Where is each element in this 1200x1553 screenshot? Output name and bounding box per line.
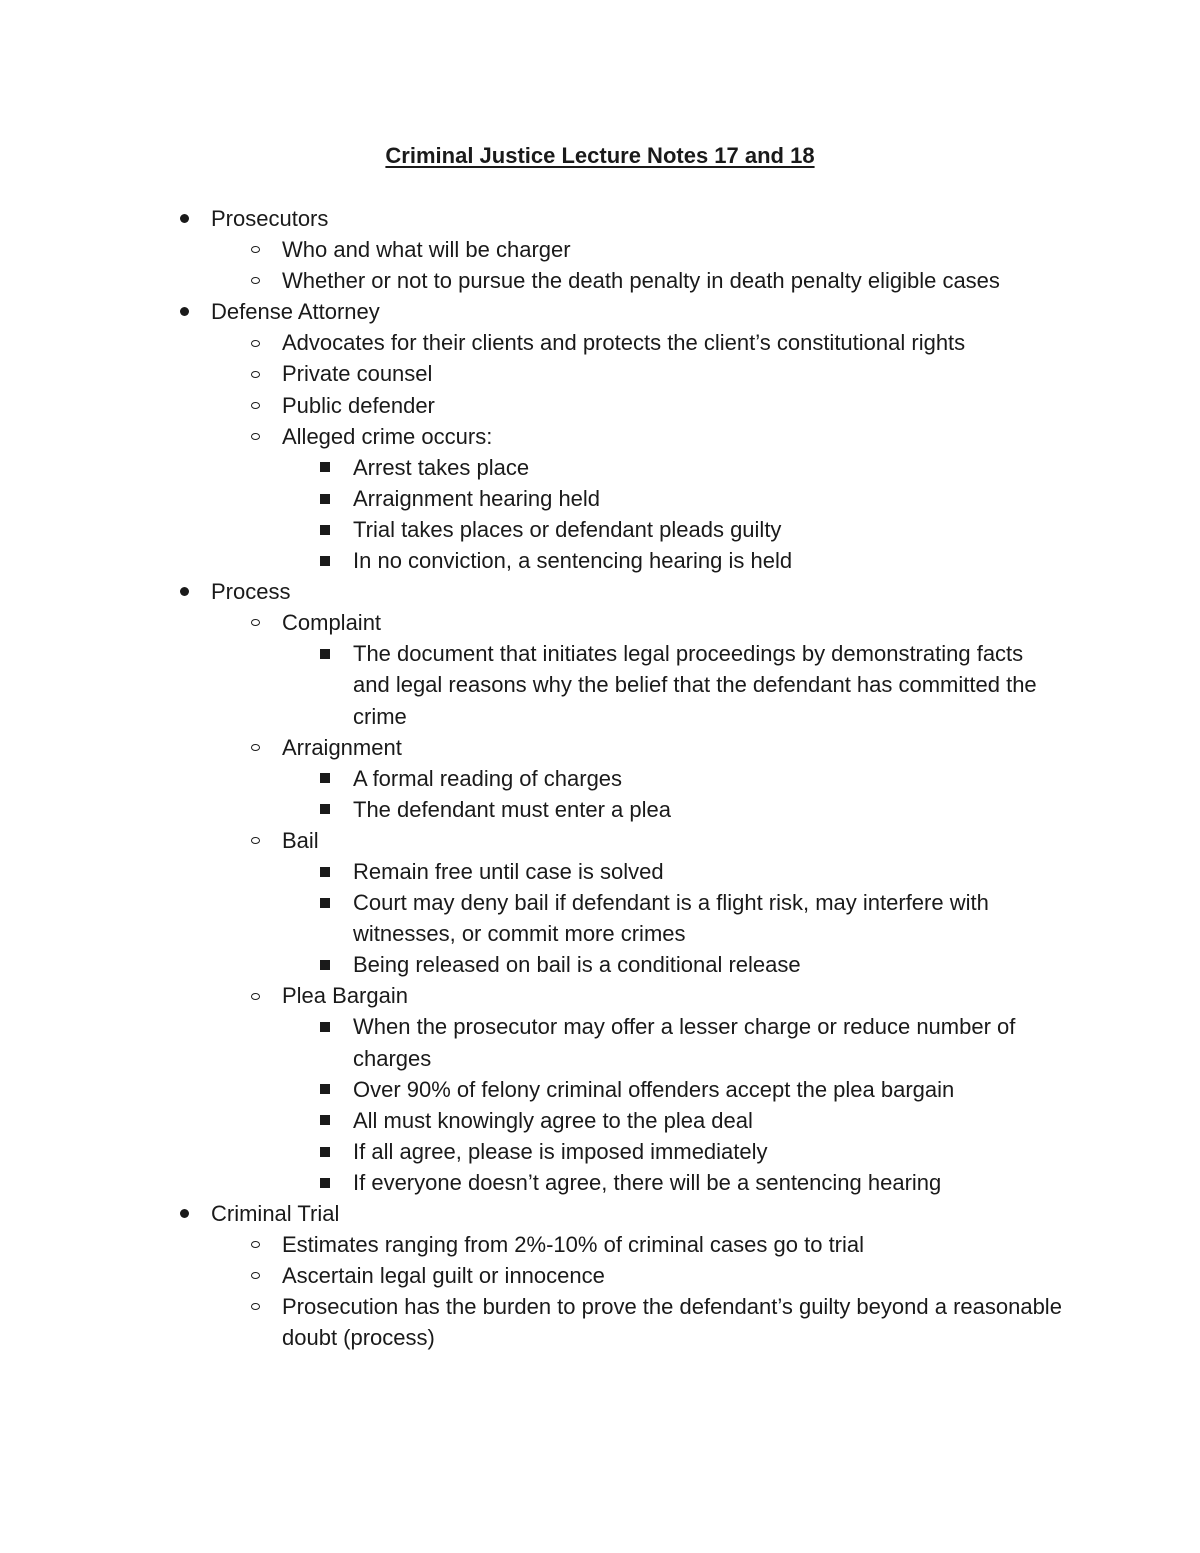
square-bullet-icon: [317, 1136, 333, 1167]
outline-subitem: [0, 390, 1062, 421]
filled-bullet-icon: [176, 576, 192, 607]
hollow-bullet-icon: [247, 390, 263, 421]
outline-section: [0, 576, 1171, 607]
outline-detail-text: Being released on bail is a conditional release: [353, 952, 801, 978]
outline-detail-text: All must knowingly agree to the plea deal: [353, 1107, 753, 1133]
outline-detail-text: Trial takes places or defendant pleads guilty: [353, 516, 782, 542]
outline-subitem: [0, 234, 1062, 265]
square-bullet-icon: [317, 794, 333, 825]
outline-subitem-text: Prosecution has the burden to prove the defendant’s guilty beyond a reasonable doubt (process): [282, 1294, 1062, 1351]
hollow-bullet-icon: [247, 825, 263, 856]
hollow-bullet-icon: [247, 732, 263, 763]
outline-subitem-text: Estimates ranging from 2%-10% of criminal cases go to trial: [282, 1232, 865, 1258]
outline-detail: [0, 1105, 1053, 1136]
hollow-bullet-icon: [247, 607, 263, 638]
filled-bullet-icon: [176, 1198, 192, 1229]
outline-subitem-text: Complaint: [282, 610, 382, 636]
outline-subitem-text: Plea Bargain: [282, 983, 408, 1009]
square-bullet-icon: [317, 638, 333, 669]
square-bullet-icon: [317, 1011, 333, 1042]
outline-subitem-text: Public defender: [282, 392, 435, 418]
outline-detail-text: A formal reading of charges: [353, 765, 623, 791]
outline-detail: [0, 452, 1053, 483]
filled-bullet-icon: [176, 296, 192, 327]
hollow-bullet-icon: [247, 358, 263, 389]
hollow-bullet-icon: [247, 1229, 263, 1260]
outline-detail: [0, 856, 1053, 887]
outline-detail: [0, 545, 1053, 576]
square-bullet-icon: [317, 1074, 333, 1105]
outline-detail: [0, 763, 1053, 794]
square-bullet-icon: [317, 483, 333, 514]
outline-detail: [0, 887, 1053, 949]
outline-subitem: [0, 825, 1062, 856]
outline-detail-text: If everyone doesn’t agree, there will be a sentencing hearing: [353, 1169, 942, 1195]
outline-subitem: [0, 1260, 1062, 1291]
outline-detail-text: Court may deny bail if defendant is a flight risk, may interfere with witnesses, or commit more crimes: [353, 890, 989, 947]
square-bullet-icon: [317, 763, 333, 794]
outline-section: [0, 1198, 1171, 1229]
outline-detail-text: The document that initiates legal proceedings by demonstrating facts and legal reasons why the belief that the defendant has committed the crime: [353, 641, 1037, 729]
outline-subitem: [0, 980, 1062, 1011]
hollow-bullet-icon: [247, 1291, 263, 1322]
outline-section-text: Process: [211, 579, 291, 605]
outline-section-text: Criminal Trial: [211, 1201, 340, 1226]
outline-subitem-text: Arraignment: [282, 734, 402, 760]
square-bullet-icon: [317, 1105, 333, 1136]
outline-detail-text: If all agree, please is imposed immediately: [353, 1138, 768, 1164]
outline-subitem-text: Bail: [282, 827, 319, 853]
outline-subitem-text: Who and what will be charger: [282, 237, 571, 263]
outline-detail-text: When the prosecutor may offer a lesser charge or reduce number of charges: [353, 1014, 1016, 1071]
outline-detail: [0, 1011, 1053, 1073]
hollow-bullet-icon: [247, 980, 263, 1011]
outline-subitem: [0, 358, 1062, 389]
outline-subitem-text: Alleged crime occurs:: [282, 423, 493, 449]
outline-subitem-text: Ascertain legal guilt or innocence: [282, 1263, 605, 1289]
outline-subitem: [0, 1229, 1062, 1260]
outline-detail: [0, 794, 1053, 825]
outline-detail: [0, 514, 1053, 545]
outline-detail: [0, 1167, 1053, 1198]
outline-subitem: [0, 1291, 1062, 1353]
notes-outline: [0, 203, 1200, 1353]
outline-detail-text: Remain free until case is solved: [353, 858, 664, 884]
square-bullet-icon: [317, 545, 333, 576]
square-bullet-icon: [317, 514, 333, 545]
square-bullet-icon: [317, 949, 333, 980]
square-bullet-icon: [317, 1167, 333, 1198]
hollow-bullet-icon: [247, 265, 263, 296]
outline-detail: [0, 949, 1053, 980]
outline-subitem-text: Advocates for their clients and protects the client’s constitutional rights: [282, 330, 966, 356]
outline-detail-text: Arrest takes place: [353, 454, 530, 480]
outline-subitem-text: Private counsel: [282, 361, 433, 387]
outline-section-text: Defense Attorney: [211, 299, 380, 325]
outline-subitem-text: Whether or not to pursue the death penalty in death penalty eligible cases: [282, 268, 1000, 294]
outline-subitem: [0, 732, 1062, 763]
outline-subitem: [0, 265, 1062, 296]
outline-subitem: [0, 607, 1062, 638]
square-bullet-icon: [317, 856, 333, 887]
outline-detail: [0, 638, 1053, 731]
square-bullet-icon: [317, 887, 333, 918]
outline-subitem: [0, 421, 1062, 452]
outline-detail-text: The defendant must enter a plea: [353, 796, 671, 822]
hollow-bullet-icon: [247, 327, 263, 358]
outline-detail-text: Over 90% of felony criminal offenders accept the plea bargain: [353, 1076, 955, 1102]
outline-subitem: [0, 327, 1062, 358]
outline-detail-text: In no conviction, a sentencing hearing is held: [353, 548, 793, 574]
outline-section: [0, 296, 1171, 327]
outline-section: [0, 203, 1171, 234]
filled-bullet-icon: [176, 203, 192, 234]
hollow-bullet-icon: [247, 421, 263, 452]
outline-detail-text: Arraignment hearing held: [353, 485, 601, 511]
outline-detail: [0, 483, 1053, 514]
outline-section-text: Prosecutors: [211, 206, 329, 231]
hollow-bullet-icon: [247, 1260, 263, 1291]
outline-detail: [0, 1074, 1053, 1105]
outline-detail: [0, 1136, 1053, 1167]
square-bullet-icon: [317, 452, 333, 483]
hollow-bullet-icon: [247, 234, 263, 265]
page-title: Criminal Justice Lecture Notes 17 and 18: [385, 143, 815, 168]
